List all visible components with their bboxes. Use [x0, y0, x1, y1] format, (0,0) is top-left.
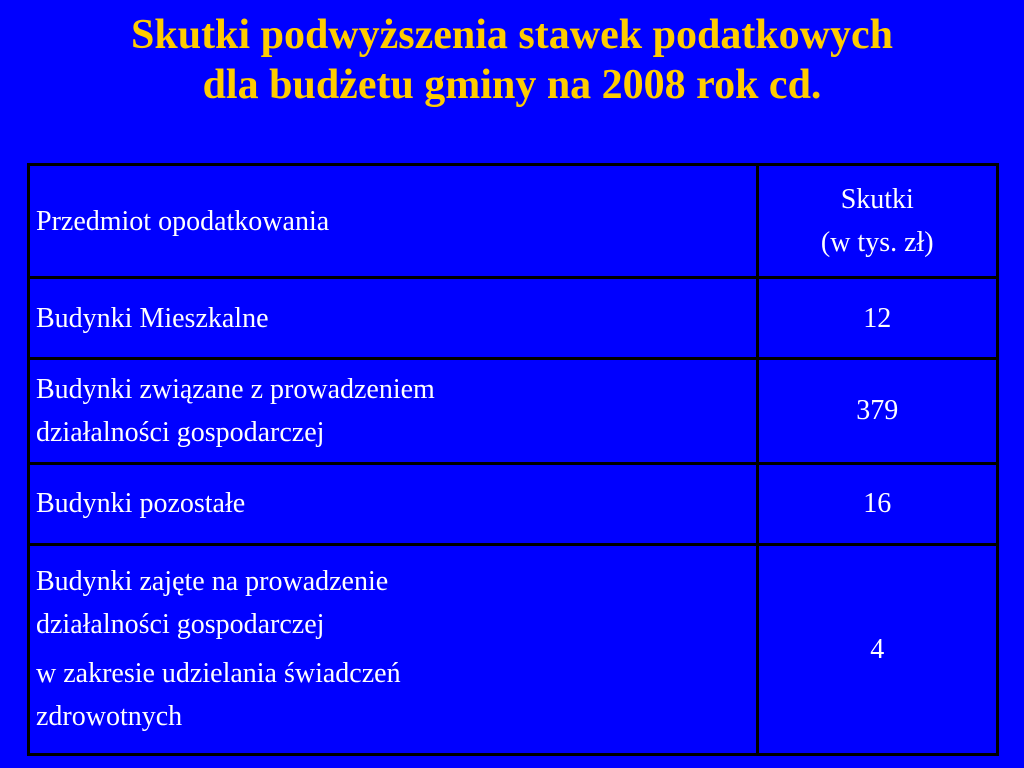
row-subject-line: Budynki związane z prowadzeniem — [36, 373, 435, 405]
table-row — [29, 278, 998, 359]
slide-title — [0, 10, 1024, 110]
title-line-1: Skutki podwyższenia stawek podatkowych — [131, 12, 893, 58]
row-subject-line: Budynki pozostałe — [36, 488, 246, 520]
row-effect: 16 — [757, 464, 997, 545]
row-subject-line: działalności gospodarczej — [36, 416, 325, 448]
row-subject — [29, 358, 758, 463]
row-subject — [29, 278, 758, 359]
table-row — [29, 358, 998, 463]
row-effect: 4 — [757, 544, 997, 754]
row-subject-line: Budynki Mieszkalne — [36, 302, 269, 334]
tax-effects-table — [27, 163, 999, 756]
header-effect — [757, 165, 997, 278]
row-effect: 379 — [757, 358, 997, 463]
row-subject-line: działalności gospodarczej — [36, 609, 325, 641]
title-line-2: dla budżetu gminy na 2008 rok cd. — [202, 62, 822, 108]
row-subject-line: w zakresie udzielania świadczeń — [36, 658, 401, 690]
table-row — [29, 464, 998, 545]
header-effect-line-1: Skutki — [840, 184, 914, 216]
table-header-row — [29, 165, 998, 278]
row-subject-line: Budynki zajęte na prowadzenie — [36, 566, 389, 598]
row-subject — [29, 544, 758, 754]
header-effect-line-2: (w tys. zł) — [820, 227, 934, 259]
row-effect: 12 — [757, 278, 997, 359]
header-subject: Przedmiot opodatkowania — [29, 165, 758, 278]
row-subject — [29, 464, 758, 545]
table-row — [29, 544, 998, 754]
row-subject-line: zdrowotnych — [36, 701, 183, 733]
